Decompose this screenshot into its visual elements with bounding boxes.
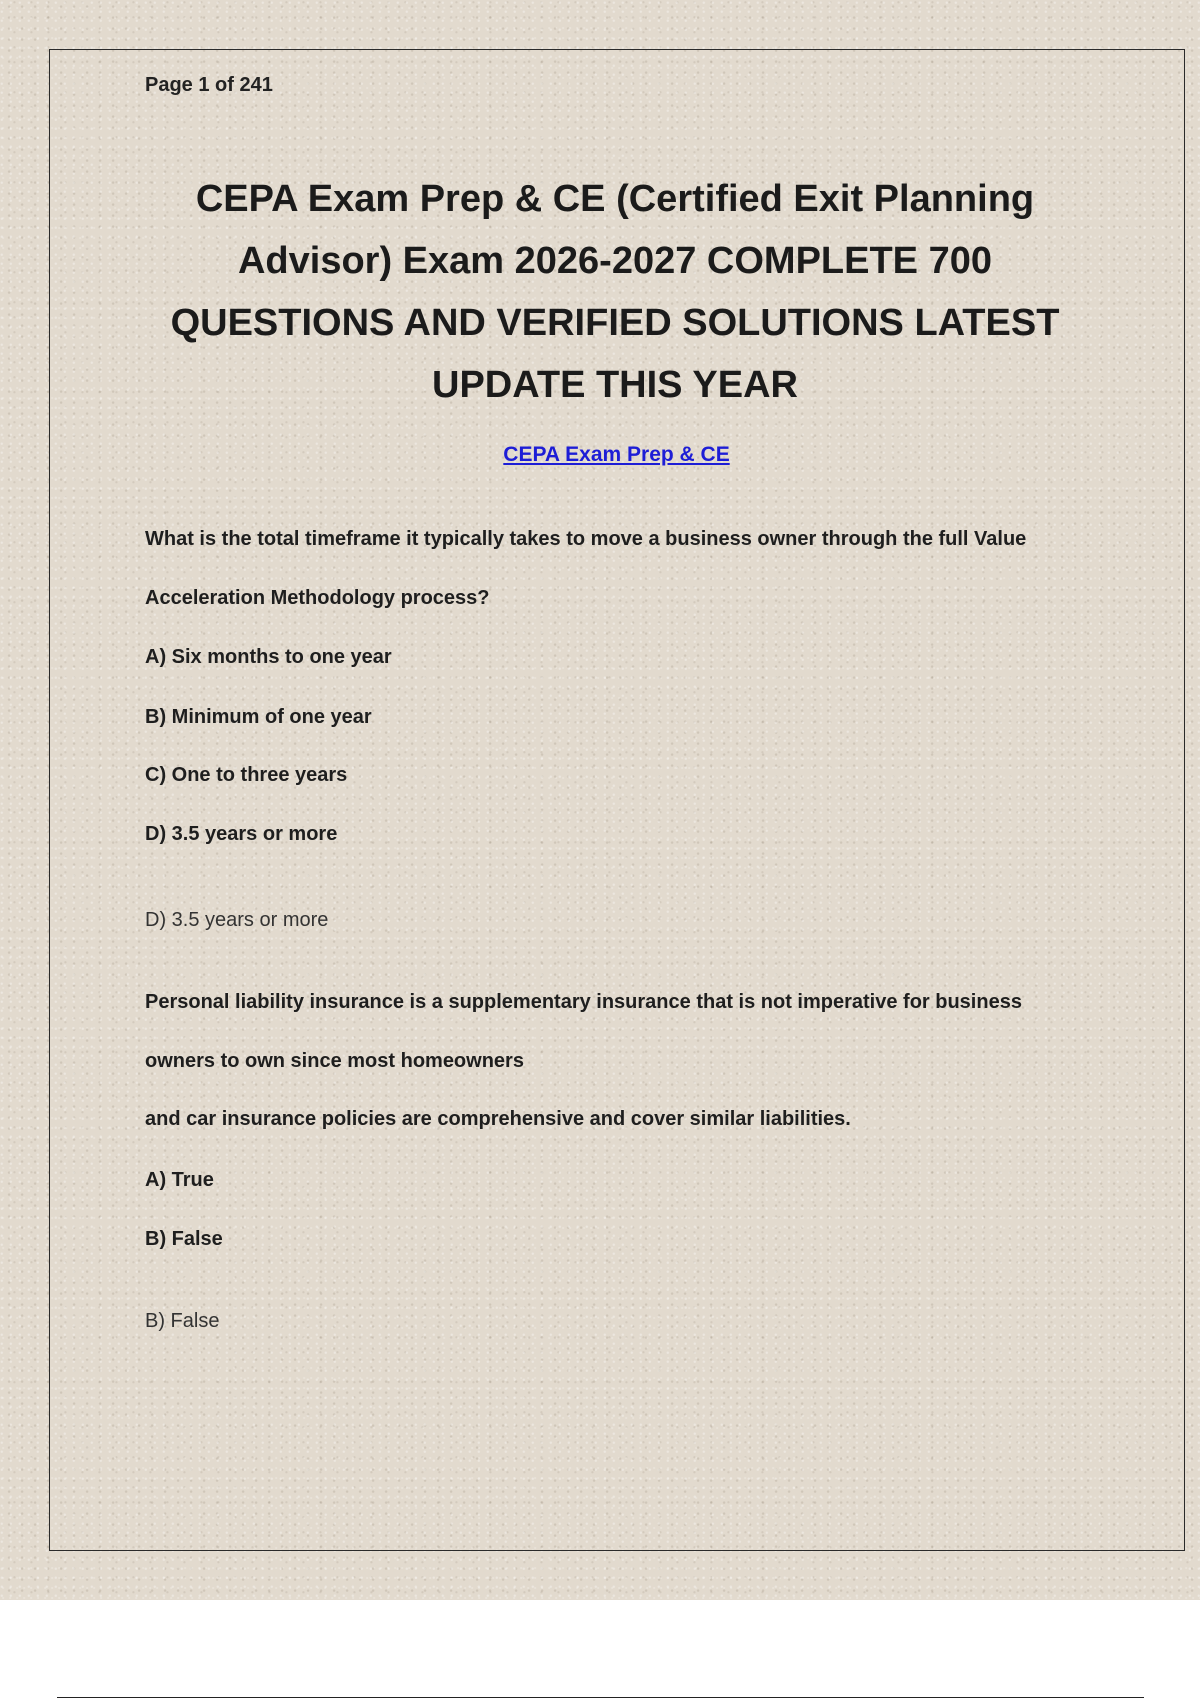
question-1-answer: D) 3.5 years or more	[145, 909, 329, 931]
question-1-option-d: D) 3.5 years or more	[145, 823, 338, 845]
subtitle-link[interactable]: CEPA Exam Prep & CE	[503, 443, 730, 466]
footer-divider	[57, 1697, 1144, 1698]
question-2-text-line-2: owners to own since most homeowners	[145, 1050, 524, 1072]
question-2-text-line-1: Personal liability insurance is a supplementary insurance that is not imperative for business	[145, 991, 1022, 1013]
question-1-text-line-2: Acceleration Methodology process?	[145, 587, 490, 609]
subtitle-link-container	[0, 443, 1200, 467]
question-1-option-c: C) One to three years	[145, 764, 348, 786]
question-1-option-b: B) Minimum of one year	[145, 706, 372, 728]
question-2-text-line-3: and car insurance policies are comprehensive and cover similar liabilities.	[145, 1108, 851, 1130]
document-title: CEPA Exam Prep & CE (Certified Exit Planning Advisor) Exam 2026-2027 COMPLETE 700 QUESTIONS AND VERIFIED SOLUTIONS LATEST UPDATE THIS YEAR	[170, 178, 1060, 406]
question-2-option-b: B) False	[145, 1228, 223, 1250]
question-2-answer: B) False	[145, 1310, 220, 1332]
question-2-option-a: A) True	[145, 1169, 214, 1191]
question-1-option-a: A) Six months to one year	[145, 646, 392, 668]
question-1-text-line-1: What is the total timeframe it typically takes to move a business owner through the full Value	[145, 528, 1027, 550]
page-number: Page 1 of 241	[145, 74, 273, 96]
